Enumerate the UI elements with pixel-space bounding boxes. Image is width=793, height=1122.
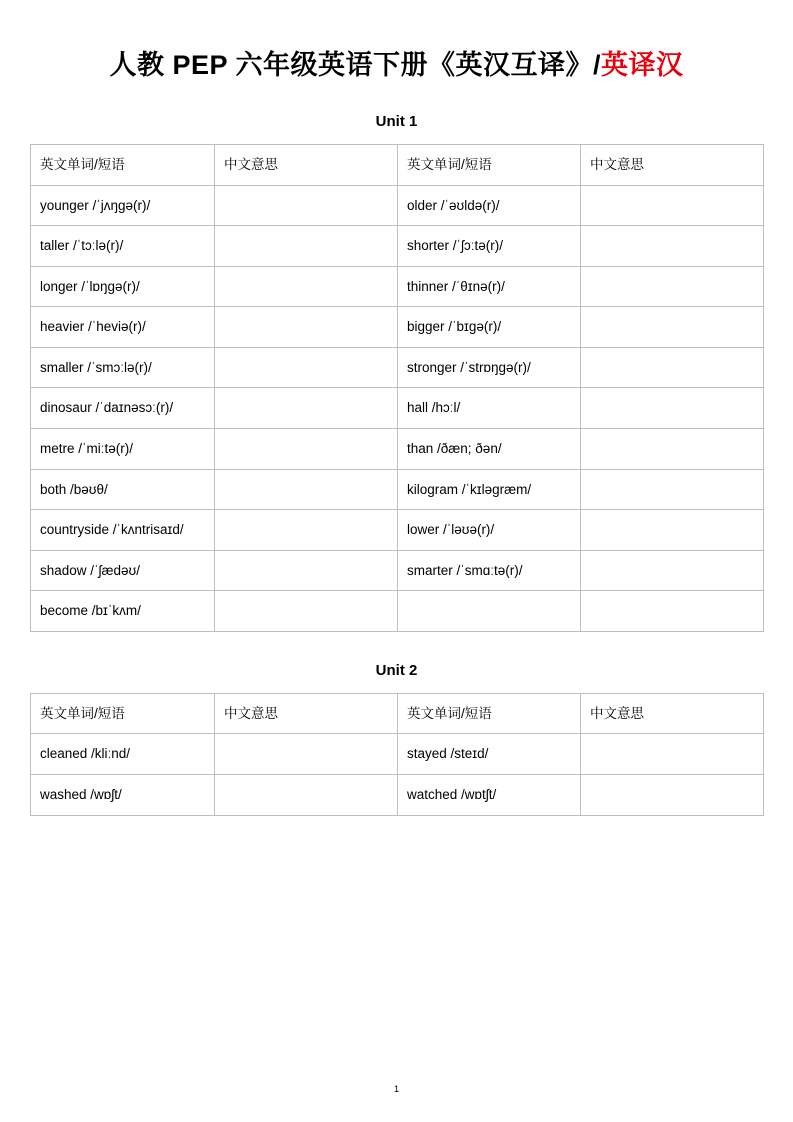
meaning-cell[interactable] [215,510,398,551]
meaning-cell[interactable] [215,734,398,775]
word-cell: heavier /ˈheviə(r)/ [31,307,215,348]
table-row [31,510,764,551]
meaning-cell[interactable] [215,307,398,348]
vocabulary-table-unit-1 [30,144,764,632]
meaning-cell[interactable] [215,185,398,226]
column-header-english-2: 英文单词/短语 [398,693,581,734]
word-cell: younger /ˈjʌŋgə(r)/ [31,185,215,226]
meaning-cell[interactable] [581,734,764,775]
table-header-row [31,693,764,734]
table-row [31,226,764,267]
page-title [30,48,763,83]
meaning-cell[interactable] [581,266,764,307]
page-number: 1 [393,1084,400,1095]
meaning-cell[interactable] [581,591,764,632]
word-cell: hall /hɔːl/ [398,388,581,429]
meaning-cell[interactable] [215,469,398,510]
unit-heading: Unit 2 [375,661,418,679]
word-cell: shadow /ˈʃædəʊ/ [31,550,215,591]
meaning-cell[interactable] [581,774,764,815]
meaning-cell[interactable] [215,347,398,388]
column-header-chinese-2: 中文意思 [581,693,764,734]
meaning-cell[interactable] [581,510,764,551]
meaning-cell[interactable] [215,591,398,632]
meaning-cell[interactable] [215,266,398,307]
unit-section-2 [30,662,763,816]
column-header-english-1: 英文单词/短语 [31,693,215,734]
word-cell: metre /ˈmiːtə(r)/ [31,429,215,470]
table-row [31,734,764,775]
word-cell: longer /ˈlɒŋgə(r)/ [31,266,215,307]
table-row [31,307,764,348]
word-cell: kilogram /ˈkɪləgræm/ [398,469,581,510]
word-cell: both /bəʊθ/ [31,469,215,510]
word-cell: countryside /ˈkʌntrisaɪd/ [31,510,215,551]
vocabulary-table-unit-2 [30,693,764,816]
word-cell: shorter /ˈʃɔːtə(r)/ [398,226,581,267]
table-row [31,550,764,591]
column-header-english-1: 英文单词/短语 [31,145,215,186]
word-cell: cleaned /kliːnd/ [31,734,215,775]
page-title-main: 人教 PEP 六年级英语下册《英汉互译》/ [109,50,602,80]
page-title-accent: 英译汉 [601,50,684,80]
meaning-cell[interactable] [581,469,764,510]
word-cell: washed /wɒʃt/ [31,774,215,815]
unit-section-1 [30,113,763,632]
meaning-cell[interactable] [581,185,764,226]
table-row [31,388,764,429]
column-header-chinese-1: 中文意思 [215,145,398,186]
table-row [31,591,764,632]
word-cell: bigger /ˈbɪgə(r)/ [398,307,581,348]
column-header-chinese-1: 中文意思 [215,693,398,734]
word-cell: than /ðæn; ðən/ [398,429,581,470]
word-cell: lower /ˈləʊə(r)/ [398,510,581,551]
word-cell: taller /ˈtɔːlə(r)/ [31,226,215,267]
unit-heading: Unit 1 [375,113,418,131]
word-cell: become /bɪˈkʌm/ [31,591,215,632]
table-row [31,774,764,815]
meaning-cell[interactable] [215,429,398,470]
word-cell: smaller /ˈsmɔːlə(r)/ [31,347,215,388]
word-cell: older /ˈəʊldə(r)/ [398,185,581,226]
table-row [31,347,764,388]
meaning-cell[interactable] [581,388,764,429]
word-cell: dinosaur /ˈdaɪnəsɔː(r)/ [31,388,215,429]
meaning-cell[interactable] [215,226,398,267]
meaning-cell[interactable] [581,307,764,348]
word-cell: stayed /steɪd/ [398,734,581,775]
word-cell: thinner /ˈθɪnə(r)/ [398,266,581,307]
meaning-cell[interactable] [581,347,764,388]
meaning-cell[interactable] [581,429,764,470]
word-cell [398,591,581,632]
meaning-cell[interactable] [215,550,398,591]
column-header-english-2: 英文单词/短语 [398,145,581,186]
meaning-cell[interactable] [581,226,764,267]
word-cell: watched /wɒtʃt/ [398,774,581,815]
word-cell: smarter /ˈsmɑːtə(r)/ [398,550,581,591]
table-row [31,266,764,307]
column-header-chinese-2: 中文意思 [581,145,764,186]
table-row [31,185,764,226]
table-row [31,429,764,470]
table-header-row [31,145,764,186]
meaning-cell[interactable] [215,774,398,815]
meaning-cell[interactable] [215,388,398,429]
table-row [31,469,764,510]
meaning-cell[interactable] [581,550,764,591]
word-cell: stronger /ˈstrɒŋgə(r)/ [398,347,581,388]
